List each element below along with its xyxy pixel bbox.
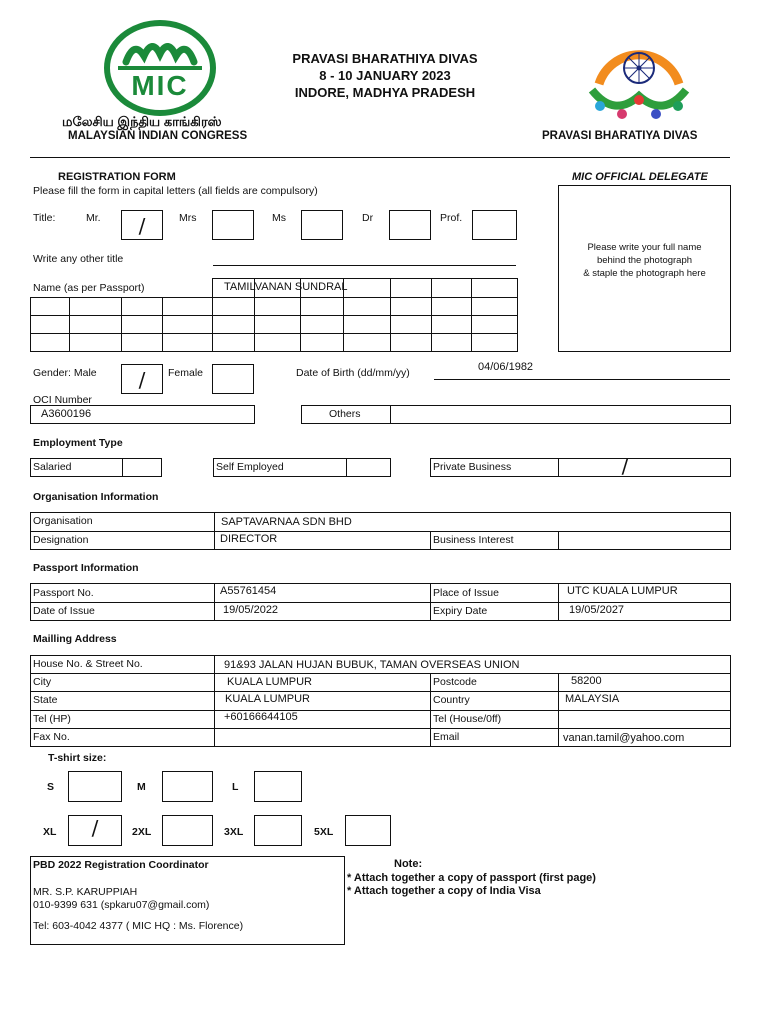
mic-tamil-name: மலேசிய இந்திய காங்கிரஸ் bbox=[62, 114, 222, 129]
tshirt-m-label: M bbox=[137, 781, 146, 793]
event-name: PRAVASI BHARATHIYA DIVAS bbox=[292, 51, 478, 66]
tshirt-s-checkbox[interactable] bbox=[68, 771, 122, 802]
tshirt-l-checkbox[interactable] bbox=[254, 771, 302, 802]
street-label: House No. & Street No. bbox=[33, 658, 143, 670]
passport-row-divider bbox=[31, 602, 730, 603]
city-value[interactable]: KUALA LUMPUR bbox=[227, 676, 312, 688]
oci-label: OCI Number bbox=[33, 394, 92, 406]
address-col-divider-2 bbox=[430, 673, 431, 746]
passport-no-value[interactable]: A55761454 bbox=[220, 585, 277, 597]
address-section-title: Mailling Address bbox=[33, 633, 117, 645]
event-header bbox=[250, 50, 520, 101]
other-title-input[interactable] bbox=[213, 265, 516, 266]
title-ms-checkbox[interactable] bbox=[301, 210, 343, 240]
designation-label: Designation bbox=[33, 534, 89, 546]
country-value[interactable]: MALAYSIA bbox=[565, 693, 620, 705]
others-label: Others bbox=[329, 408, 361, 420]
note-title: Note: bbox=[394, 858, 423, 870]
title-prof-label: Prof. bbox=[440, 212, 463, 224]
address-table bbox=[30, 655, 731, 747]
tel-hp-label: Tel (HP) bbox=[33, 713, 71, 725]
gender-male-checkbox[interactable] bbox=[121, 364, 163, 394]
mic-logo-text: MIC bbox=[131, 70, 189, 101]
gender-female-label: Female bbox=[168, 367, 204, 379]
tel-hp-value[interactable]: +60166644105 bbox=[224, 711, 298, 723]
passport-no-label: Passport No. bbox=[33, 587, 94, 599]
salaried-label: Salaried bbox=[33, 461, 72, 473]
expiry-date-value[interactable]: 19/05/2027 bbox=[569, 604, 625, 616]
name-label: Name (as per Passport) bbox=[33, 282, 145, 294]
designation-value[interactable]: DIRECTOR bbox=[220, 533, 278, 545]
salaried-checkbox[interactable] bbox=[122, 459, 162, 476]
header-divider bbox=[30, 157, 730, 158]
tshirt-5xl-label: 5XL bbox=[314, 826, 334, 838]
tshirt-3xl-label: 3XL bbox=[224, 826, 244, 838]
expiry-date-label: Expiry Date bbox=[433, 605, 488, 617]
address-row-divider-4 bbox=[31, 728, 730, 729]
title-mr-label: Mr. bbox=[86, 212, 101, 224]
tshirt-xl-label: XL bbox=[43, 826, 57, 838]
tshirt-2xl-checkbox[interactable] bbox=[162, 815, 213, 846]
organisation-section-title: Organisation Information bbox=[33, 491, 159, 503]
address-row-divider-1 bbox=[31, 673, 730, 674]
fax-label: Fax No. bbox=[33, 731, 70, 743]
org-row-divider bbox=[31, 531, 730, 532]
tshirt-l-label: L bbox=[232, 781, 239, 793]
form-title: REGISTRATION FORM bbox=[58, 171, 176, 183]
business-interest-label: Business Interest bbox=[433, 534, 514, 546]
address-row-divider-2 bbox=[31, 691, 730, 692]
employment-section-title: Employment Type bbox=[33, 437, 123, 449]
address-col-divider-1 bbox=[214, 656, 215, 746]
postcode-label: Postcode bbox=[433, 676, 477, 688]
event-dates: 8 - 10 JANUARY 2023 bbox=[319, 68, 451, 83]
name-value: TAMILVANAN SUNDRAL bbox=[224, 281, 348, 293]
photo-note-line-2: behind the photograph bbox=[596, 255, 693, 266]
gender-female-checkbox[interactable] bbox=[212, 364, 254, 394]
title-label: Title: bbox=[33, 212, 56, 224]
city-label: City bbox=[33, 676, 52, 688]
coordinator-box bbox=[30, 856, 345, 945]
dob-value: 04/06/1982 bbox=[478, 361, 534, 373]
gender-male-mark: / bbox=[138, 368, 146, 392]
coordinator-tel: Tel: 603-4042 4377 ( MIC HQ : Ms. Florence) bbox=[33, 920, 244, 932]
passport-col-divider-1 bbox=[214, 584, 215, 620]
private-business-mark: / bbox=[621, 454, 629, 478]
title-ms-label: Ms bbox=[272, 212, 286, 224]
date-of-issue-value[interactable]: 19/05/2022 bbox=[223, 604, 279, 616]
note-line-2: * Attach together a copy of India Visa bbox=[347, 885, 541, 897]
name-grid[interactable] bbox=[30, 278, 518, 352]
coordinator-title: PBD 2022 Registration Coordinator bbox=[33, 859, 209, 871]
pbd-org-name: PRAVASI BHARATIYA DIVAS bbox=[542, 130, 698, 142]
address-row-divider-3 bbox=[31, 710, 730, 711]
delegate-label: MIC OFFICIAL DELEGATE bbox=[572, 171, 708, 183]
mic-org-name: MALAYSIAN INDIAN CONGRESS bbox=[68, 130, 248, 142]
state-label: State bbox=[33, 694, 58, 706]
photo-note bbox=[559, 241, 730, 280]
title-dr-checkbox[interactable] bbox=[389, 210, 431, 240]
date-of-issue-label: Date of Issue bbox=[33, 605, 95, 617]
org-value[interactable]: SAPTAVARNAA SDN BHD bbox=[221, 516, 352, 528]
coordinator-phone: 010-9399 631 (spkaru07@gmail.com) bbox=[33, 899, 210, 911]
self-employed-label: Self Employed bbox=[216, 461, 284, 473]
org-label: Organisation bbox=[33, 515, 93, 527]
note-line-1: * Attach together a copy of passport (first page) bbox=[347, 872, 596, 884]
place-of-issue-value[interactable]: UTC KUALA LUMPUR bbox=[567, 585, 678, 597]
self-employed-checkbox[interactable] bbox=[346, 459, 390, 476]
email-label: Email bbox=[433, 731, 460, 743]
org-col-divider-3 bbox=[558, 531, 559, 549]
org-col-divider-1 bbox=[214, 513, 215, 549]
tshirt-s-label: S bbox=[47, 781, 55, 793]
country-label: Country bbox=[433, 694, 470, 706]
org-col-divider-2 bbox=[430, 531, 431, 549]
title-dr-label: Dr bbox=[362, 212, 374, 224]
private-business-label: Private Business bbox=[433, 461, 512, 473]
event-location: INDORE, MADHYA PRADESH bbox=[294, 85, 476, 100]
tel-house-label: Tel (House/0ff) bbox=[433, 713, 502, 725]
others-field[interactable] bbox=[301, 405, 731, 424]
passport-table bbox=[30, 583, 731, 621]
street-value[interactable]: 91&93 JALAN HUJAN BUBUK, TAMAN OVERSEAS UNION bbox=[224, 659, 520, 671]
others-divider bbox=[390, 406, 391, 423]
photo-note-line-3: & staple the photograph here bbox=[583, 268, 706, 279]
pbd-logo bbox=[584, 26, 694, 126]
passport-col-divider-3 bbox=[558, 584, 559, 620]
tshirt-label: T-shirt size: bbox=[48, 752, 107, 764]
form-instruction: Please fill the form in capital letters (all fields are compulsory) bbox=[33, 185, 318, 197]
tshirt-xl-checkbox[interactable] bbox=[68, 815, 122, 846]
title-mr-checkbox[interactable] bbox=[121, 210, 163, 240]
coordinator-name: MR. S.P. KARUPPIAH bbox=[33, 886, 138, 898]
photo-note-line-1: Please write your full name bbox=[587, 242, 702, 253]
email-value[interactable]: vanan.tamil@yahoo.com bbox=[563, 732, 685, 744]
tshirt-3xl-checkbox[interactable] bbox=[254, 815, 302, 846]
organisation-table bbox=[30, 512, 731, 550]
mic-logo bbox=[104, 20, 216, 116]
passport-section-title: Passport Information bbox=[33, 562, 139, 574]
title-mrs-checkbox[interactable] bbox=[212, 210, 254, 240]
dob-label: Date of Birth (dd/mm/yy) bbox=[296, 367, 410, 379]
tshirt-2xl-label: 2XL bbox=[132, 826, 152, 838]
private-business-checkbox[interactable] bbox=[558, 454, 730, 478]
oci-input[interactable] bbox=[30, 405, 255, 424]
photo-box[interactable] bbox=[558, 185, 731, 352]
tshirt-m-checkbox[interactable] bbox=[162, 771, 213, 802]
oci-value: A3600196 bbox=[41, 408, 92, 420]
title-mrs-label: Mrs bbox=[179, 212, 197, 224]
tshirt-xl-mark: / bbox=[91, 816, 99, 840]
gender-male-label: Gender: Male bbox=[33, 367, 97, 379]
other-title-label: Write any other title bbox=[33, 253, 124, 265]
tshirt-5xl-checkbox[interactable] bbox=[345, 815, 391, 846]
state-value[interactable]: KUALA LUMPUR bbox=[225, 693, 310, 705]
title-mr-mark: / bbox=[138, 214, 146, 238]
postcode-value[interactable]: 58200 bbox=[571, 675, 602, 687]
place-of-issue-label: Place of Issue bbox=[433, 587, 499, 599]
address-col-divider-3 bbox=[558, 673, 559, 746]
title-prof-checkbox[interactable] bbox=[472, 210, 517, 240]
passport-col-divider-2 bbox=[430, 584, 431, 620]
dob-input[interactable] bbox=[434, 379, 730, 380]
